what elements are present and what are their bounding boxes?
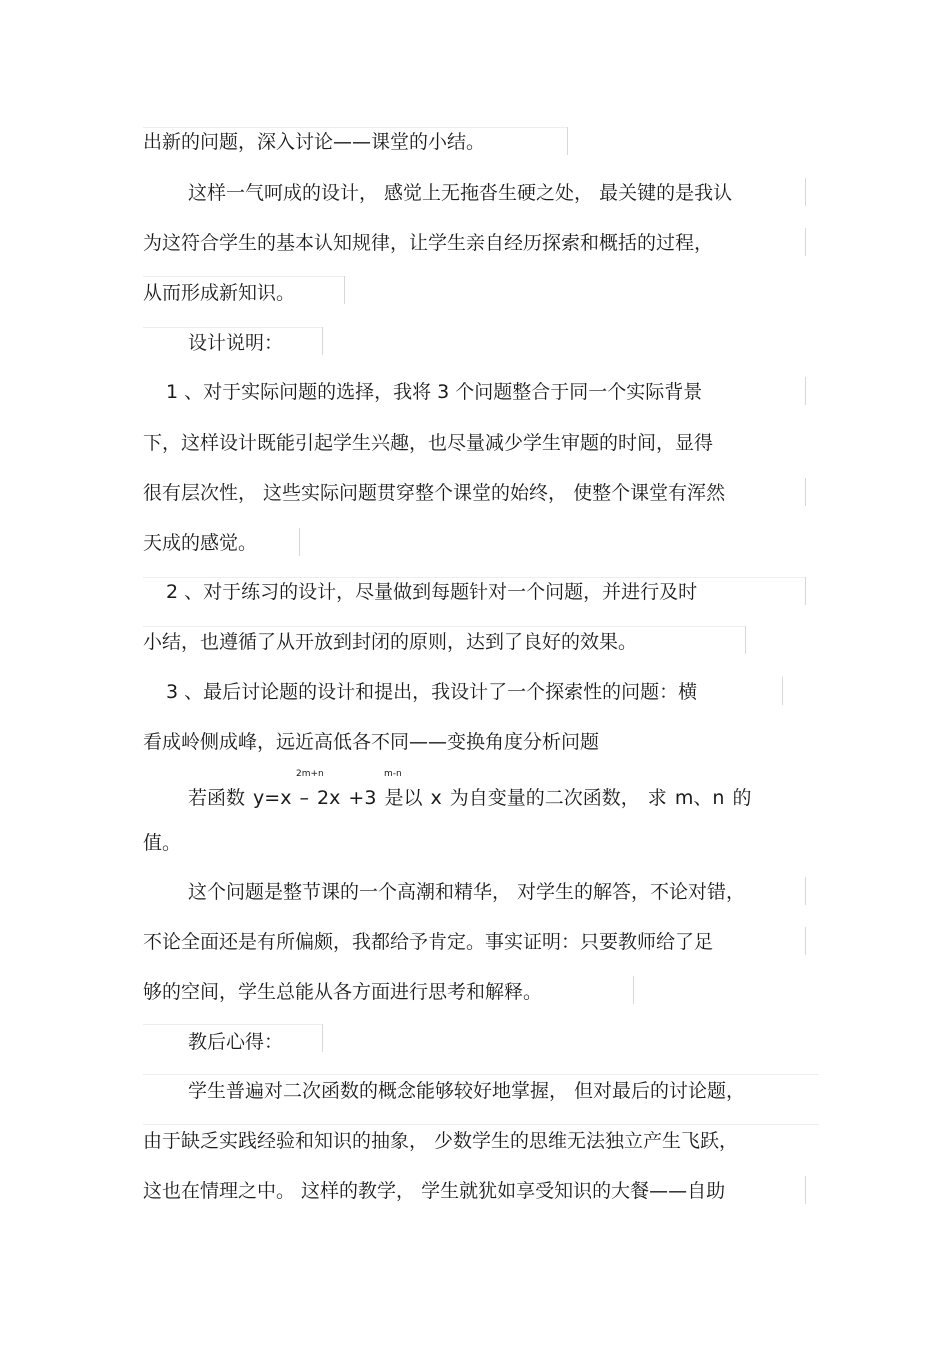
line-rule bbox=[805, 178, 806, 206]
line-rule bbox=[805, 1176, 806, 1204]
paragraph-line: 不论全面还是有所偏颇，我都给予肯定。事实证明：只要教师给了足 bbox=[143, 931, 714, 953]
line-rule bbox=[143, 626, 746, 627]
line-rule bbox=[805, 228, 806, 256]
line-rule bbox=[805, 577, 806, 605]
line-rule bbox=[782, 677, 783, 705]
paragraph-line: 看成岭侧成峰，远近高低各不同——变换角度分析问题 bbox=[143, 731, 600, 753]
paragraph-line: 学生普遍对二次函数的概念能够较好地掌握， 但对最后的讨论题， bbox=[188, 1080, 746, 1102]
line-rule bbox=[143, 1024, 323, 1025]
paragraph-line: 很有层次性， 这些实际问题贯穿整个课堂的始终， 使整个课堂有浑然 bbox=[143, 482, 726, 504]
paragraph-line: 下，这样设计既能引起学生兴趣，也尽量减少学生审题的时间，显得 bbox=[143, 432, 714, 454]
line-rule bbox=[633, 976, 634, 1004]
paragraph-line: 为这符合学生的基本认知规律，让学生亲自经历探索和概括的过程， bbox=[143, 232, 714, 254]
paragraph-line: 值。 bbox=[143, 832, 182, 854]
line-rule bbox=[805, 927, 806, 955]
section-heading: 教后心得： bbox=[188, 1031, 284, 1053]
line-rule bbox=[143, 276, 345, 277]
line-rule bbox=[805, 377, 806, 405]
section-heading: 设计说明： bbox=[188, 332, 284, 354]
line-rule bbox=[143, 1124, 819, 1125]
line-rule bbox=[805, 478, 806, 506]
paragraph-line: 出新的问题，深入讨论——课堂的小结。 bbox=[143, 131, 486, 153]
paragraph-line: 2 、对于练习的设计，尽量做到每题针对一个问题，并进行及时 bbox=[166, 581, 698, 603]
formula-exponent: 2m+n bbox=[296, 769, 324, 779]
line-rule bbox=[805, 877, 806, 905]
formula-line: 若函数 y=x – 2x +3 是以 x 为自变量的二次函数， 求 m、n 的 bbox=[188, 787, 752, 809]
paragraph-line: 这样一气呵成的设计， 感觉上无拖沓生硬之处， 最关键的是我认 bbox=[188, 182, 733, 204]
paragraph-line: 由于缺乏实践经验和知识的抽象， 少数学生的思维无法独立产生飞跃， bbox=[143, 1130, 739, 1152]
line-rule bbox=[143, 1074, 819, 1075]
line-rule bbox=[143, 327, 323, 328]
paragraph-line: 3 、最后讨论题的设计和提出，我设计了一个探索性的问题：横 bbox=[166, 681, 698, 703]
paragraph-line: 够的空间，学生总能从各方面进行思考和解释。 bbox=[143, 981, 543, 1003]
line-rule bbox=[322, 327, 323, 355]
line-rule bbox=[344, 276, 345, 304]
line-rule bbox=[322, 1024, 323, 1052]
formula-exponent: m-n bbox=[384, 769, 402, 779]
paragraph-line: 这个问题是整节课的一个高潮和精华， 对学生的解答，不论对错， bbox=[188, 881, 746, 903]
line-rule bbox=[299, 528, 300, 556]
paragraph-line: 这也在情理之中。 这样的教学， 学生就犹如享受知识的大餐——自助 bbox=[143, 1180, 726, 1202]
paragraph-line: 从而形成新知识。 bbox=[143, 282, 296, 304]
paragraph-line: 小结，也遵循了从开放到封闭的原则，达到了良好的效果。 bbox=[143, 631, 638, 653]
line-rule bbox=[745, 626, 746, 654]
paragraph-line: 天成的感觉。 bbox=[143, 532, 258, 554]
paragraph-line: 1 、对于实际问题的选择，我将 3 个问题整合于同一个实际背景 bbox=[166, 381, 703, 403]
line-rule bbox=[567, 127, 568, 155]
